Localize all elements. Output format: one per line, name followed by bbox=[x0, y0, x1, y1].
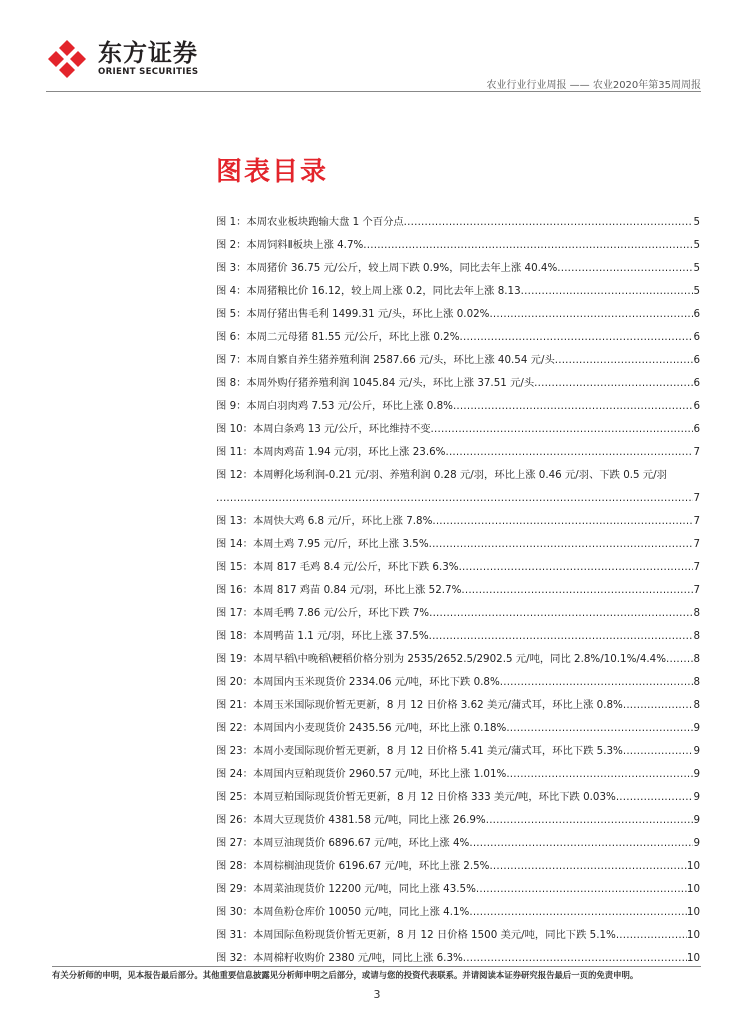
toc-entry-page: 6 bbox=[693, 331, 700, 343]
toc-leader-dots bbox=[521, 280, 694, 303]
toc-entry[interactable] bbox=[216, 671, 700, 694]
toc-entry-label: 图 17：本周毛鸭 7.86 元/公斤，环比下跌 7% bbox=[216, 607, 430, 619]
toc-entry[interactable] bbox=[216, 717, 700, 740]
toc-entry-label: 图 5：本周仔猪出售毛利 1499.31 元/头，环比上涨 0.02% bbox=[216, 308, 490, 320]
toc-entry-page: 10 bbox=[686, 860, 700, 872]
toc-entry-page: 7 bbox=[693, 492, 700, 504]
toc-entry[interactable] bbox=[216, 878, 700, 901]
toc-leader-dots bbox=[429, 533, 694, 556]
toc-entry-label: 图 19：本周早稻\中晚稻\粳稻价格分别为 2535/2652.5/2902.5 元/吨，同比 2.8%/10.1%/4.4% bbox=[216, 653, 667, 665]
toc-entry-page: 9 bbox=[693, 814, 700, 826]
toc-entry[interactable] bbox=[216, 510, 700, 533]
toc-entry[interactable] bbox=[216, 533, 700, 556]
report-title: 农业行业行业周报 —— 农业2020年第35周周报 bbox=[486, 80, 701, 91]
toc-entry[interactable] bbox=[216, 579, 700, 602]
toc-entry-label: 图 7：本周自繁自养生猪养殖利润 2587.66 元/头，环比上涨 40.54 元/头 bbox=[216, 354, 555, 366]
toc-entry[interactable] bbox=[216, 924, 700, 947]
toc-entry-label: 图 30：本周鱼粉仓库价 10050 元/吨，同比上涨 4.1% bbox=[216, 906, 470, 918]
toc-leader-dots bbox=[459, 556, 694, 579]
toc-entry-page: 10 bbox=[686, 883, 700, 895]
toc-entry-page: 6 bbox=[693, 377, 700, 389]
toc-entry-page: 8 bbox=[693, 699, 700, 711]
toc-entry-label: 图 11：本周肉鸡苗 1.94 元/羽，环比上涨 23.6% bbox=[216, 446, 446, 458]
toc-entry-label: 图 26：本周大豆现货价 4381.58 元/吨，同比上涨 26.9% bbox=[216, 814, 486, 826]
toc-entry[interactable] bbox=[216, 349, 700, 372]
toc-entry[interactable] bbox=[216, 763, 700, 786]
toc-entry-label: 图 27：本周豆油现货价 6896.67 元/吨，环比上涨 4% bbox=[216, 837, 470, 849]
toc-entry[interactable] bbox=[216, 602, 700, 625]
toc-entry-label: 图 22：本周国内小麦现货价 2435.56 元/吨，环比上涨 0.18% bbox=[216, 722, 507, 734]
toc-entry-label: 图 14：本周土鸡 7.95 元/斤，环比上涨 3.5% bbox=[216, 538, 429, 550]
toc-entry[interactable] bbox=[216, 280, 700, 303]
toc-entry[interactable] bbox=[216, 625, 700, 648]
toc-entry-page: 6 bbox=[693, 400, 700, 412]
toc-leader-dots bbox=[534, 372, 693, 395]
toc-entry[interactable] bbox=[216, 395, 700, 418]
toc-entry-page: 5 bbox=[693, 239, 700, 251]
toc-entry-page: 6 bbox=[693, 308, 700, 320]
toc-entry-page: 5 bbox=[693, 216, 700, 228]
toc-entry-page: 10 bbox=[686, 952, 700, 964]
toc-leader-dots bbox=[429, 625, 694, 648]
toc-leader-dots bbox=[557, 257, 693, 280]
toc-entry[interactable] bbox=[216, 901, 700, 924]
toc-entry-page: 5 bbox=[693, 285, 700, 297]
toc-entry[interactable] bbox=[216, 234, 700, 257]
toc-entry-label: 图 9：本周白羽肉鸡 7.53 元/公斤，环比上涨 0.8% bbox=[216, 400, 453, 412]
footer-divider bbox=[52, 966, 701, 967]
toc-entry-page: 9 bbox=[693, 722, 700, 734]
toc-leader-dots bbox=[476, 878, 687, 901]
toc-leader-dots bbox=[216, 487, 693, 510]
toc-leader-dots bbox=[432, 510, 693, 533]
toc-entry-page: 10 bbox=[686, 929, 700, 941]
toc-entry-label: 图 3：本周猪价 36.75 元/公斤，较上周下跌 0.9%，同比去年上涨 40.4% bbox=[216, 262, 558, 274]
toc-entry[interactable] bbox=[216, 855, 700, 878]
toc-entry-label: 图 20：本周国内玉米现货价 2334.06 元/吨，环比下跌 0.8% bbox=[216, 676, 500, 688]
toc-entry[interactable] bbox=[216, 418, 700, 441]
toc-entry[interactable] bbox=[216, 832, 700, 855]
toc-entry-label: 图 28：本周棕榈油现货价 6196.67 元/吨，环比上涨 2.5% bbox=[216, 860, 490, 872]
toc-entry[interactable] bbox=[216, 740, 700, 763]
toc-entry[interactable] bbox=[216, 464, 700, 510]
toc-entry[interactable] bbox=[216, 303, 700, 326]
toc-entry-label: 图 2：本周饲料Ⅱ板块上涨 4.7% bbox=[216, 239, 364, 251]
toc-entry-label: 图 1：本周农业板块跑输大盘 1 个百分点 bbox=[216, 216, 404, 228]
toc-leader-dots bbox=[461, 579, 693, 602]
toc-leader-dots bbox=[445, 441, 693, 464]
toc-entry-label: 图 29：本周菜油现货价 12200 元/吨，同比上涨 43.5% bbox=[216, 883, 476, 895]
toc-leader-dots bbox=[506, 763, 693, 786]
toc-entry-label: 图 6：本周二元母猪 81.55 元/公斤，环比上涨 0.2% bbox=[216, 331, 460, 343]
toc-entry-label: 图 32：本周棉籽收购价 2380 元/吨，同比上涨 6.3% bbox=[216, 952, 463, 964]
company-logo bbox=[46, 38, 198, 80]
toc-leader-dots bbox=[453, 395, 693, 418]
toc-leader-dots bbox=[404, 211, 694, 234]
toc-leader-dots bbox=[489, 303, 693, 326]
toc-entry-page: 8 bbox=[693, 653, 700, 665]
toc-entry[interactable] bbox=[216, 211, 700, 234]
toc-entry-page: 9 bbox=[693, 745, 700, 757]
toc-list bbox=[216, 211, 700, 970]
toc-leader-dots bbox=[623, 740, 694, 763]
toc-entry-page: 8 bbox=[693, 607, 700, 619]
toc-leader-dots bbox=[616, 786, 694, 809]
toc-leader-dots bbox=[431, 418, 694, 441]
footer-disclaimer: 有关分析师的申明，见本报告最后部分。其他重要信息披露见分析师申明之后部分，或请与您的投资代表联系。并请阅读本证券研究报告最后一页的免责申明。 bbox=[52, 970, 639, 980]
toc-leader-dots bbox=[429, 602, 693, 625]
toc-leader-dots bbox=[469, 901, 687, 924]
toc-entry[interactable] bbox=[216, 257, 700, 280]
toc-entry-label: 图 12：本周孵化场利润-0.21 元/羽、养殖利润 0.28 元/羽，环比上涨 0.46 元/羽、下跌 0.5 元/羽 bbox=[216, 469, 667, 481]
toc-entry[interactable] bbox=[216, 786, 700, 809]
toc-entry-label: 图 25：本周豆粕国际现货价暂无更新，8 月 12 日价格 333 美元/吨，环比下跌 0.03% bbox=[216, 791, 616, 803]
toc-entry[interactable] bbox=[216, 694, 700, 717]
toc-leader-dots bbox=[616, 924, 687, 947]
toc-entry-page: 7 bbox=[693, 538, 700, 550]
toc-leader-dots bbox=[489, 855, 686, 878]
toc-entry-page: 10 bbox=[686, 906, 700, 918]
toc-entry-label: 图 23：本周小麦国际现价暂无更新，8 月 12 日价格 5.41 美元/蒲式耳，环比下跌 5.3% bbox=[216, 745, 623, 757]
toc-leader-dots bbox=[506, 717, 693, 740]
toc-entry-label: 图 13：本周快大鸡 6.8 元/斤，环比上涨 7.8% bbox=[216, 515, 433, 527]
toc-entry[interactable] bbox=[216, 556, 700, 579]
toc-entry-page: 6 bbox=[693, 423, 700, 435]
toc-leader-dots bbox=[666, 648, 693, 671]
toc-entry-page: 7 bbox=[693, 561, 700, 573]
toc-entry-page: 7 bbox=[693, 446, 700, 458]
toc-entry-label: 图 18：本周鸭苗 1.1 元/羽，环比上涨 37.5% bbox=[216, 630, 429, 642]
toc-entry-label: 图 16：本周 817 鸡苗 0.84 元/羽，环比上涨 52.7% bbox=[216, 584, 462, 596]
toc-entry-page: 6 bbox=[693, 354, 700, 366]
toc-leader-dots bbox=[623, 694, 694, 717]
toc-entry-page: 7 bbox=[693, 515, 700, 527]
brand-name-cn: 东方证券 bbox=[98, 39, 198, 67]
toc-leader-dots bbox=[469, 832, 693, 855]
toc-entry-label: 图 8：本周外购仔猪养殖利润 1045.84 元/头，环比上涨 37.51 元/头 bbox=[216, 377, 535, 389]
toc-entry[interactable] bbox=[216, 809, 700, 832]
toc-leader-dots bbox=[460, 326, 694, 349]
toc-leader-dots bbox=[486, 809, 694, 832]
brand-name-en: ORIENT SECURITIES bbox=[98, 67, 199, 77]
toc-entry-label: 图 24：本周国内豆粕现货价 2960.57 元/吨，环比上涨 1.01% bbox=[216, 768, 507, 780]
toc-entry-page: 9 bbox=[693, 837, 700, 849]
toc-entry-page: 8 bbox=[693, 630, 700, 642]
toc-entry[interactable] bbox=[216, 372, 700, 395]
page-number: 3 bbox=[373, 988, 381, 1001]
toc-entry-page: 9 bbox=[693, 791, 700, 803]
toc-leader-dots bbox=[500, 671, 694, 694]
toc-entry-page: 8 bbox=[693, 676, 700, 688]
toc-title: 图表目录 bbox=[216, 157, 329, 187]
toc-entry-label: 图 10：本周白条鸡 13 元/公斤，环比维持不变 bbox=[216, 423, 431, 435]
toc-entry-page: 7 bbox=[693, 584, 700, 596]
toc-entry[interactable] bbox=[216, 441, 700, 464]
toc-entry[interactable] bbox=[216, 648, 700, 671]
toc-entry-label: 图 4：本周猪粮比价 16.12，较上周上涨 0.2，同比去年上涨 8.13 bbox=[216, 285, 521, 297]
orient-securities-logo-icon bbox=[46, 38, 88, 80]
toc-entry[interactable] bbox=[216, 326, 700, 349]
header-divider bbox=[46, 91, 701, 92]
toc-entry-page: 5 bbox=[693, 262, 700, 274]
toc-entry-page: 9 bbox=[693, 768, 700, 780]
toc-leader-dots bbox=[363, 234, 693, 257]
toc-entry-label: 图 15：本周 817 毛鸡 8.4 元/公斤，环比下跌 6.3% bbox=[216, 561, 459, 573]
toc-leader-dots bbox=[555, 349, 694, 372]
toc-entry-label: 图 21：本周玉米国际现价暂无更新，8 月 12 日价格 3.62 美元/蒲式耳，环比上涨 0.8% bbox=[216, 699, 623, 711]
toc-entry-label: 图 31：本周国际鱼粉现货价暂无更新，8 月 12 日价格 1500 美元/吨，同比下跌 5.1% bbox=[216, 929, 616, 941]
